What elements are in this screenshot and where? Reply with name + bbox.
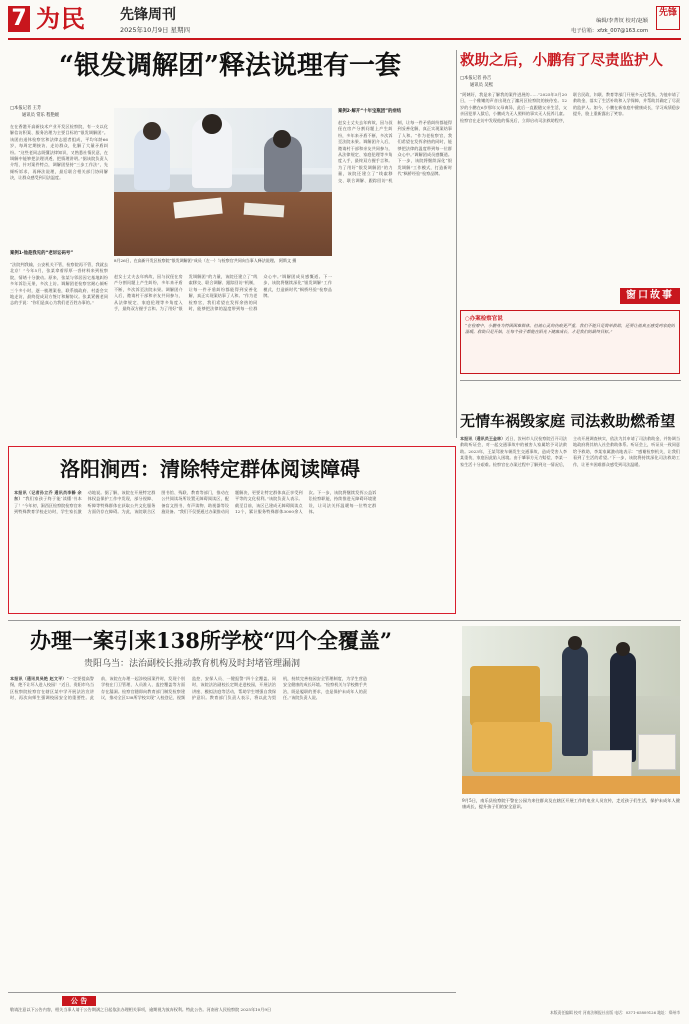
article-body <box>10 676 458 988</box>
case-heading: 案例1·他是我见的“老诉讼码号” <box>10 251 74 256</box>
email: 电子信箱：xfzk_007@163.com <box>571 28 648 34</box>
byline-correspondent: 通讯员 常乐 程艳媛 <box>22 113 60 118</box>
article-body: 在在香港开高新技术产业开发区检察院，有一支以化解信访积案、服务治理为主要目标的“银发调解团”。该团由退休检察官和法律志愿者组成，平均年龄66岁，每周定期接访、走访群众，化解了大量矛盾纠纷。“这些老同志既懂法律知识，又熟悉社情民意，在调解中能够把法理讲透、把情理讲明。”据该院负责人介绍，针对案件特点，调解团坚持“三步工作法”，先倾听诉求，再释法说理，最后联合相关部门协同解决，让群众感受到司法温度。 <box>10 124 108 181</box>
column-logo-text: 窗口故事 <box>626 290 674 301</box>
issue-date: 2025年10月9日 星期四 <box>120 26 191 34</box>
page-number: 7 <box>8 6 30 32</box>
photo-caption: 9月5日，南乐县检察院干警在公园为来往群众及在辖区开展工作的电业人员宣传，走近孩子们生活，保护未成年人健康成长，提升孩子们的安全意识。 <box>462 798 680 810</box>
divider <box>456 50 457 438</box>
article-body <box>14 490 450 608</box>
editors: 编辑/李菁钗 校对/赵颖 <box>596 18 648 24</box>
divider <box>8 620 681 621</box>
masthead <box>8 4 681 38</box>
news-photo-mediation <box>114 108 332 256</box>
note-heading: ○办案检察官说 <box>465 316 503 322</box>
byline: 本报讯（通讯员吴艳 赵文平） <box>10 676 67 681</box>
byline-correspondent: 通讯员 吴熙 <box>470 83 493 88</box>
notice-title <box>62 996 96 1006</box>
article-body <box>460 436 680 611</box>
article-text: “一定要提高警惕，绝不让坏人进入校园！”近日，贵阳市乌当区检察院检察官在辖区某中学开展法治宣讲时，再次向师生强调校园安全的重要性。此前，该院在办理一起涉校园案件时，发现个别学校在门卫管理、人员准入、监控覆盖等方面存在漏洞。检察官随即向教育部门制发检察建议，推动全区138所学校实现“入校登记、视频监控、安保人员、一键报警”四个全覆盖。同时，该院法治副校长定期走进校园，开展法治讲座、模拟法庭等活动，帮助学生增强自我保护意识。教育部门负责人表示，将以此为契机，持续完善校园安全管理制度，为学生营造安全健康的成长环境。“检察机关与学校携手共治，既是履职的要求，也是保护未成年人的责任。”该院负责人说。 <box>10 676 367 701</box>
brand-text: 先锋 <box>658 8 677 18</box>
byline: 本报讯（记者孙立乔 通讯员李静 余东） <box>14 490 82 502</box>
article-title <box>60 456 450 482</box>
footer: 本版责任编辑 校对 河南法制报社出版 电话：0371-65809126 地址：郑州市 <box>549 1010 680 1015</box>
byline-reporter: □本报记者 王芳 <box>10 106 42 111</box>
article-text: “我们家孩子终于能‘读懂’书本了！”今年初，涧西区检察院检察官来到特殊教育学校走访时，学生家长激动地说。据了解，该院在开展特定群体权益保护工作中发现，部分视障、听障等特殊群体在获取公共文化服务方面仍存在障碍。为此，该院联合区图书馆、残联、教育等部门，推动在公共阅读场所设置无障碍阅读区，配备盲文图书、有声读物、助视器等设施设备。“我们不仅要通过办案推动问题解决，更要让特定群体真正享受到平等的文化权利。”该院负责人表示。截至目前，该区已建成无障碍阅读点12个，累计服务特殊群体3000余人次。下一步，该院将继续发挥公益诉讼检察职能，持续推进无障碍环境建设，让司法关怀温暖每一位特定群体。 <box>14 490 377 515</box>
note-body: “在检察中，小鹏身为特困困难群体，但他心灵的伤痕更严重，我们不能只是简单救助，还要让他真正感受到家庭的温暖。救助只是开始，让每个孩子都能在阳光下健康成长，才是我们的最终目标。” <box>465 323 675 335</box>
article-title-text: 洛阳涧西：清除特定群体阅读障碍 <box>60 457 360 481</box>
case-body: “法院判我输，公安机关不管，检察院再不管，我就去北京！”今年5月，张某拿着厚厚一沓材料来到检察院，情绪十分激动。原来，张某与邻居因宅基地纠纷多年诉讼无果，多次上访。调解团老检察官耐心倾听三个多小时，逐一梳理案卷，联系镇政府、村委会实地走访，最终促成双方签订和解协议。张某紧握老同志的手说：“你们是真心为我们老百姓办事的。” <box>10 262 108 306</box>
divider <box>460 380 681 381</box>
byline-reporter: □本报记者 孙吉 <box>460 76 492 81</box>
notice-box <box>8 992 456 1021</box>
prosecutor-note-box <box>460 310 680 374</box>
article-subtitle: 贵阳乌当：法治副校长推动教育机构及时封堵管理漏洞 <box>84 659 301 669</box>
article-title: 办理一案引来138所学校“四个全覆盖” <box>30 628 392 653</box>
notice-title-text: 公 告 <box>70 996 88 1005</box>
article-title: 救助之后，小鹏有了尽责监护人 <box>460 52 663 69</box>
article-text: 近日，汝州市人民检察院召开司法救助听证会，对一起交通事故中的被害人家属给予司法救助。2023年，王某驾驶车辆发生交通事故，造成受害人李某重伤，家庭因此陷入困境。由于肇事方无力赔偿，李某一家生活十分艰难。检察官在办案过程中了解到这一情况后，主动开展调查核实，依法为其申请了司法救助金，并协调当地政府将其纳入社会救助体系。听证会上，听证员一致同意给予救助，李某家属激动地表示：“感谢检察机关，让我们看到了生活的希望。”下一步，该院将持续深化司法救助工作，让更多困难群众感受到司法温暖。 <box>460 436 680 467</box>
notice-body: 敬请注意以下公告内容，相关当事人请于公告期满之日起依法办理相关事项，逾期视为放弃权利。特此公告。河南省人民检察院 2025年10月9日 <box>10 1007 272 1012</box>
article-body: “阿姨好，我是来了解我的案件进展的……”2025年5月20日，一个稚嫩的声音出现在了瀍河区检察院的接待室。12岁的小鹏在6岁那年父母离异，此后一直跟随父亲生活，父亲因犯罪入狱后，小鹏成为无人照料的事实无人抚养儿童。检察官在走访中发现他的情况后，立即启动司法救助程序，联合民政、妇联、教育等部门开展多元化帮扶，为他申请了救助金，落实了生活补助和入学保障，并帮助其确定了尽责的监护人。如今，小鹏在新家庭中健康成长，学习成绩稳步提升，脸上重新露出了笑容。 <box>460 92 680 123</box>
column-title: 先锋周刊 <box>120 7 176 23</box>
photo-caption: 8月26日，在高新开发区检察院“银发调解团”成员（左一）与检察官共同向当事人释法说理。 阿斯文 摄 <box>114 258 297 263</box>
byline: 本报讯（通讯员王金林） <box>460 436 506 441</box>
section-title: 为民 <box>36 4 86 33</box>
masthead-rule <box>8 38 681 40</box>
news-photo-produce <box>462 626 680 794</box>
article-body-col3: 赵女士丈夫去年病故，因与叔侄在房产分割问题上产生纠纷，多年来矛盾不断，多次诉至法院未果。调解团介入后，邀请村干部和亲友共同参与，从法律规定、家庭伦理等多角度入手，最终双方握手言和。为了用好“银发调解团”的力量，该院还建立了“线索移交、联合调解、跟踪回访”机制，让每一件矛盾纠纷都能得到妥善化解，真正实现案结事了人和。“作为老检察官，我们希望在发挥余热的同时，能够把法律的温度带到每一位群众心中。”调解团成员感慨道。下一步，该院将继续深化“银发调解”工作模式，打造新时代“枫桥经验”检察品牌。 <box>338 120 452 183</box>
article-body-cont: 赵女士丈夫去年病故，因与叔侄在房产分割问题上产生纠纷，多年来矛盾不断，多次诉至法院未果。调解团介入后，邀请村干部和亲友共同参与，从法律规定、家庭伦理等多角度入手，最终双方握手言和。为了用好“银发调解团”的力量，该院还建立了“线索移交、联合调解、跟踪回访”机制，让每一件矛盾纠纷都能得到妥善化解，真正实现案结事了人和。“作为老检察官，我们希望在发挥余热的同时，能够把法律的温度带到每一位群众心中。”调解团成员感慨道。下一步，该院将继续深化“银发调解”工作模式，打造新时代“枫桥经验”检察品牌。 <box>114 274 332 312</box>
column-logo <box>620 288 680 304</box>
case-heading: 案例2·解开“十年宝瓶团”的症结 <box>338 109 402 114</box>
article-title: 无情车祸毁家庭 司法救助燃希望 <box>460 412 676 430</box>
article-title: “银发调解团”释法说理有一套 <box>59 51 401 81</box>
brand-seal-icon <box>656 6 680 30</box>
